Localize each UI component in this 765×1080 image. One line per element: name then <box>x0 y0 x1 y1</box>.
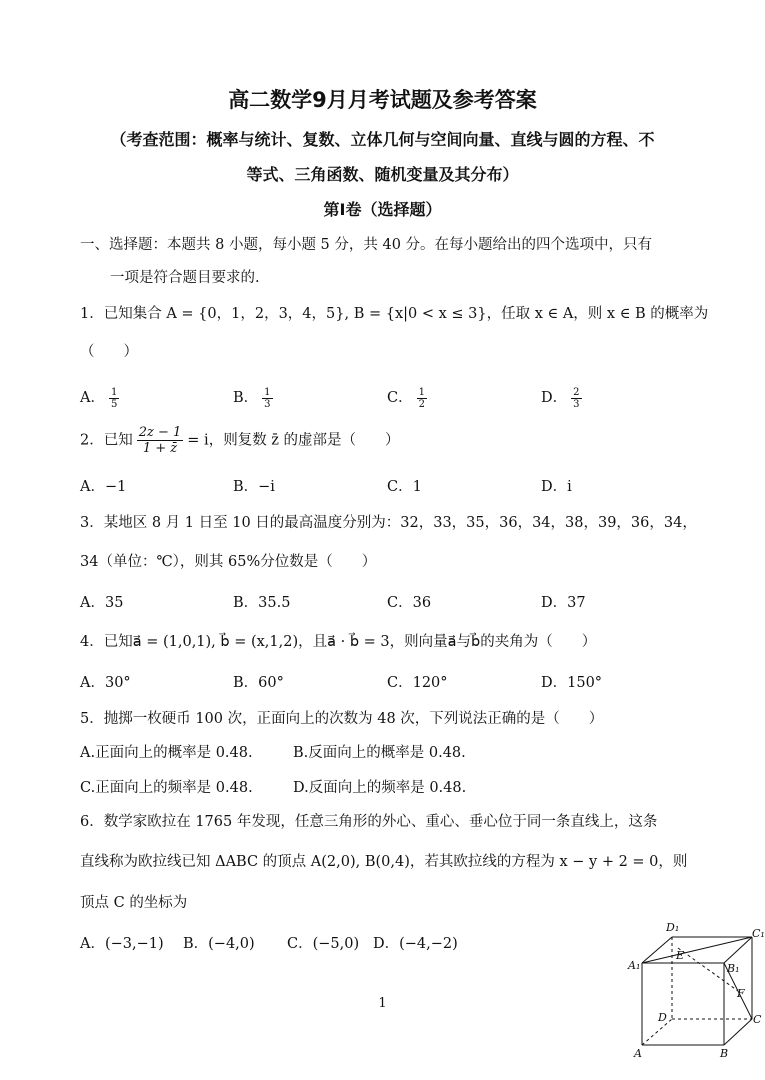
label-d1: D₁ <box>666 921 680 934</box>
label-b: B <box>720 1047 729 1060</box>
q5-option-a: A.正面向上的概率是 0.48. <box>80 745 253 761</box>
q4-option-c: C．120° <box>387 675 448 691</box>
page-title: 高二数学9月月考试题及参考答案 <box>228 88 537 112</box>
q1-option-a: A． $\frac{1}{5}$ <box>80 386 118 410</box>
q1-text: 1．已知集合 A = {0，1，2，3，4，5}, B = {x|0 < x ≤ 3}，任取 x ∈ A，则 x ∈ B 的概率为 <box>80 306 709 322</box>
q6-text-1: 6．数学家欧拉在 1765 年发现，任意三角形的外心、重心、垂心位于同一条直线上，这条 <box>80 814 658 830</box>
section-instruction-1: 一、选择题：本题共 8 小题，每小题 5 分，共 40 分。在每小题给出的四个选项中，只有 <box>80 237 653 253</box>
volume-heading: 第Ⅰ卷（选择题） <box>323 200 442 219</box>
q2-text: 2．已知 $\frac{2z - 1}{1 + z̄}$ = i，则复数 z̄ 的虚部是（ ） <box>80 425 400 456</box>
q2-option-b: B．−i <box>233 479 275 495</box>
q5-text: 5．抛掷一枚硬币 100 次，正面向上的次数为 48 次，下列说法正确的是（ ） <box>80 711 604 727</box>
label-b1: B₁ <box>727 962 740 975</box>
q6-text-3: 顶点 C 的坐标为 <box>80 895 188 911</box>
edge-c1-b1 <box>724 937 752 963</box>
page-number: 1 <box>378 996 387 1011</box>
q3-text-2: 34（单位：℃），则其 65%分位数是（ ） <box>80 554 377 570</box>
label-d: D <box>658 1011 667 1024</box>
q6-option-b: B．(−4,0) <box>183 936 255 952</box>
hidden-edge-a-d <box>642 1019 672 1045</box>
cube-figure <box>620 915 765 1065</box>
label-c: C <box>753 1013 762 1026</box>
q4-text: 4．已知a⃗ = (1,0,1), b⃗ = (x,1,2)，且a⃗ · b⃗ = 3，则向量a⃗与b⃗的夹角为（ ） <box>80 634 597 650</box>
q1-option-b: B． $\frac{1}{3}$ <box>233 386 271 410</box>
q6-option-a: A．(−3,−1) <box>80 936 164 952</box>
scope-line-1: （考查范围：概率与统计、复数、立体几何与空间向量、直线与圆的方程、不 <box>110 130 655 149</box>
q4-option-b: B．60° <box>233 675 284 691</box>
q2-option-c: C．1 <box>387 479 422 495</box>
scope-line-2: 等式、三角函数、随机变量及其分布） <box>246 165 519 184</box>
q6-text-2: 直线称为欧拉线已知 ΔABC 的顶点 A(2,0), B(0,4)，若其欧拉线的方程为 x − y + 2 = 0，则 <box>80 854 688 870</box>
q5-option-b: B.反面向上的概率是 0.48. <box>293 745 466 761</box>
q1-option-c: C． $\frac{1}{2}$ <box>387 386 425 410</box>
q5-option-c: C.正面向上的频率是 0.48. <box>80 780 253 796</box>
label-a: A <box>634 1047 642 1060</box>
q6-option-d: D．(−4,−2) <box>373 936 458 952</box>
q1-paren: （ ） <box>80 344 138 360</box>
q3-option-c: C．36 <box>387 595 432 611</box>
q2-option-d: D．i <box>541 479 572 495</box>
q3-text-1: 3．某地区 8 月 1 日至 10 日的最高温度分别为：32，33，35，36，34，38，39，36，34， <box>80 515 697 531</box>
label-e: E <box>676 949 685 962</box>
label-c1: C₁ <box>752 927 765 940</box>
label-f: F <box>737 987 745 1000</box>
q1-option-d: D． $\frac{2}{3}$ <box>541 386 580 410</box>
q3-option-b: B．35.5 <box>233 595 291 611</box>
q4-option-d: D．150° <box>541 675 603 691</box>
q2-option-a: A．−1 <box>80 479 127 495</box>
q3-option-d: D．37 <box>541 595 586 611</box>
q5-option-d: D.反面向上的频率是 0.48. <box>293 780 467 796</box>
label-a1: A₁ <box>628 959 641 972</box>
segment-a1-c1 <box>642 937 752 963</box>
edge-b-c <box>724 1019 752 1045</box>
section-instruction-2: 一项是符合题目要求的. <box>110 270 260 286</box>
q4-option-a: A．30° <box>80 675 131 691</box>
q6-option-c: C．(−5,0) <box>287 936 360 952</box>
q3-option-a: A．35 <box>80 595 124 611</box>
